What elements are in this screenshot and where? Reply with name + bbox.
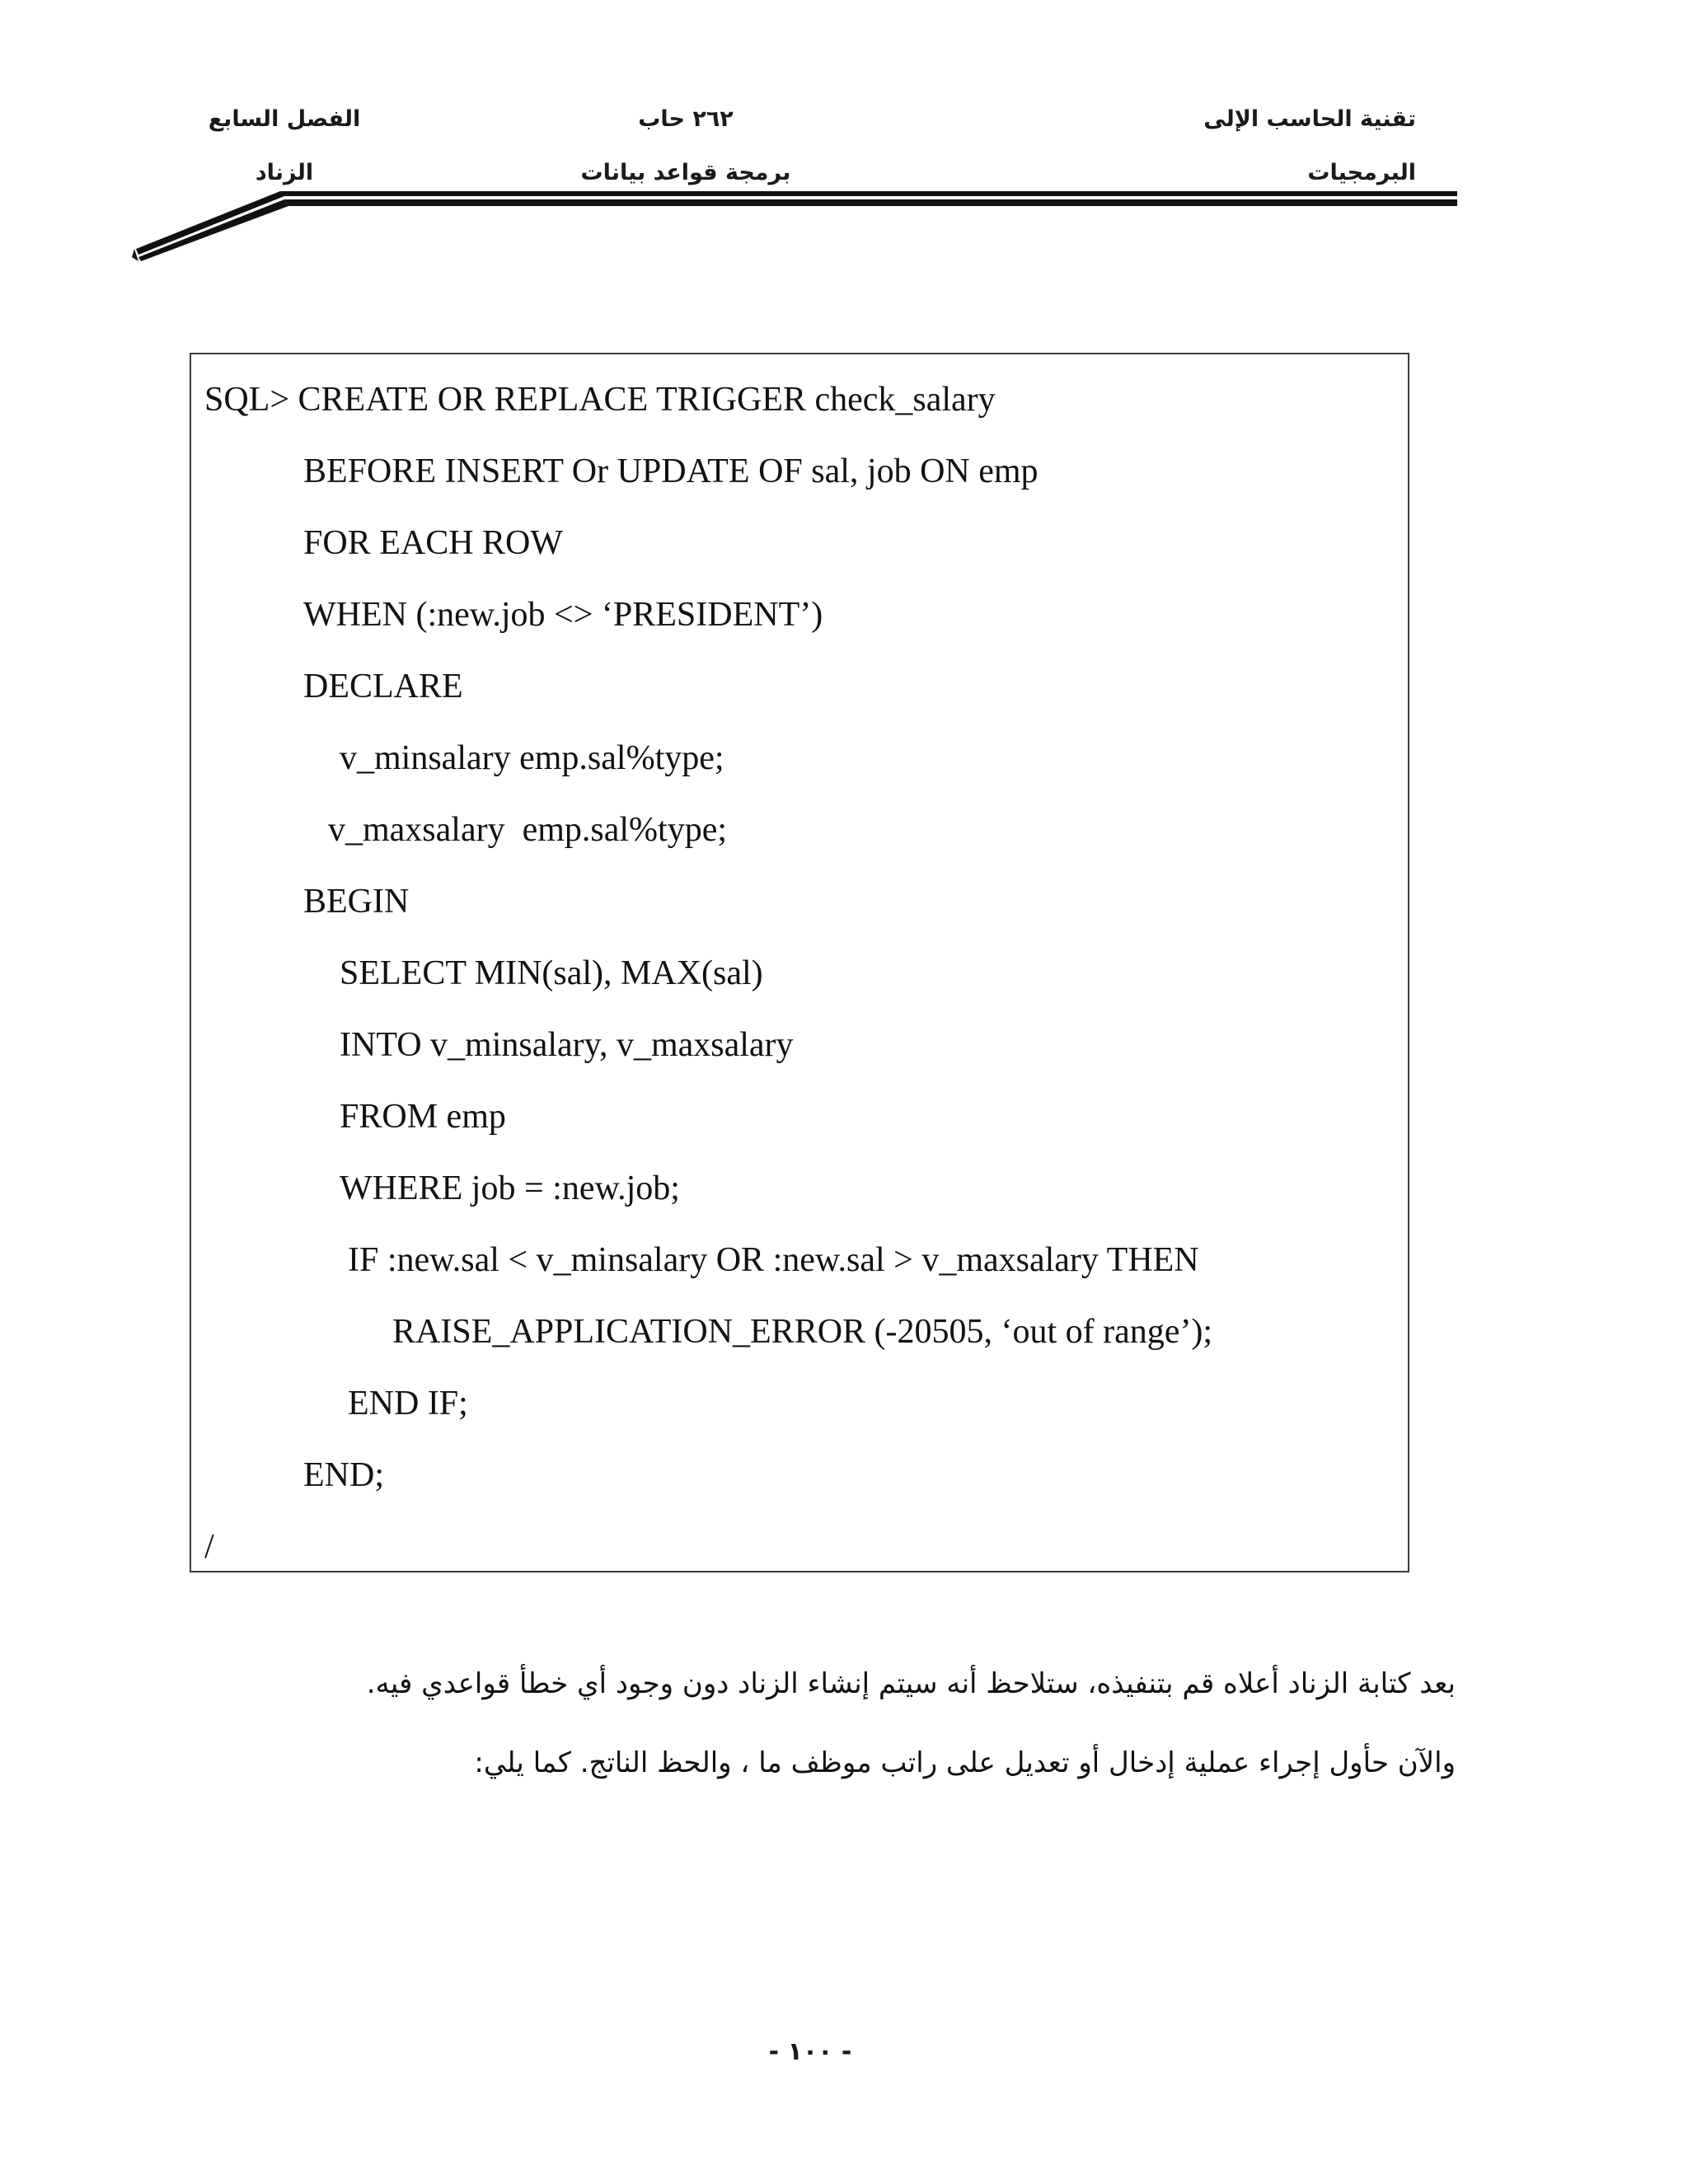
- header-chapter: الفصل السابع: [208, 106, 361, 132]
- body-paragraph-line: بعد كتابة الزناد أعلاه قم بتنفيذه، ستلاحظ أنه سيتم إنشاء الزناد دون وجود أي خطأ قواعدي فيه.: [366, 1667, 1456, 1700]
- header-chapter-topic: الزناد: [255, 160, 314, 185]
- header-course-code: ٢٦٢ حاب: [638, 106, 734, 132]
- code-line: SQL> CREATE OR REPLACE TRIGGER check_salary: [204, 381, 996, 419]
- code-line: FROM emp: [340, 1098, 506, 1136]
- header-course-name: برمجة قواعد بيانات: [580, 160, 791, 185]
- header-department: البرمجيات: [1307, 160, 1416, 185]
- code-line: v_minsalary emp.sal%type;: [340, 739, 724, 777]
- code-listing: [190, 353, 1409, 1572]
- code-line: SELECT MIN(sal), MAX(sal): [340, 954, 763, 992]
- header-rule: [0, 0, 1688, 272]
- code-line: INTO v_minsalary, v_maxsalary: [340, 1026, 794, 1064]
- code-line: FOR EACH ROW: [303, 524, 564, 562]
- body-paragraph-line: والآن حأول إجراء عملية إدخال أو تعديل على راتب موظف ما ، والحظ الناتج. كما يلي:: [474, 1746, 1456, 1779]
- code-line: END IF;: [348, 1385, 468, 1422]
- header-course-title: تقنية الحاسب الإلى: [1203, 106, 1416, 132]
- code-line: END;: [303, 1456, 384, 1494]
- page-number: - ١٠٠ -: [768, 2037, 852, 2066]
- code-line: /: [204, 1528, 214, 1566]
- code-line: BEFORE INSERT Or UPDATE OF sal, job ON emp: [303, 452, 1039, 490]
- code-line: DECLARE: [303, 668, 463, 705]
- code-line: v_maxsalary emp.sal%type;: [328, 811, 728, 849]
- code-line: BEGIN: [303, 883, 410, 921]
- code-line: IF :new.sal < v_minsalary OR :new.sal > v_maxsalary THEN: [348, 1241, 1199, 1279]
- code-line: RAISE_APPLICATION_ERROR (-20505, ‘out of range’);: [392, 1313, 1213, 1351]
- code-line: WHERE job = :new.job;: [340, 1169, 680, 1207]
- code-line: WHEN (:new.job <> ‘PRESIDENT’): [303, 596, 823, 634]
